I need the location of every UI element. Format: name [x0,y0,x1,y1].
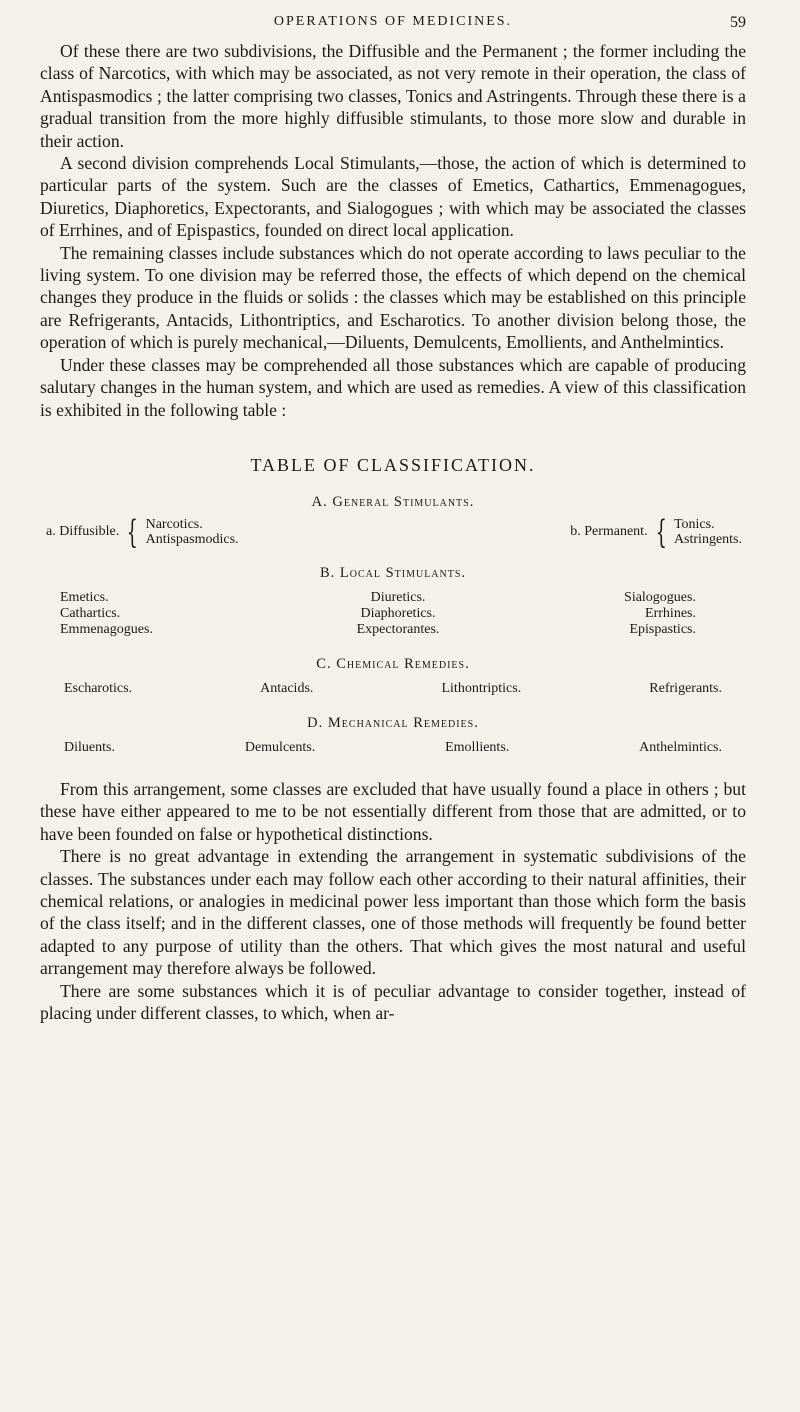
diffusible-group [46,512,239,551]
class-lithontriptics: Lithontriptics. [441,680,522,696]
paragraph-subdivisions-advantage: There is no great advantage in extending the arrangement in systematic subdivisions of the classes. The substances under each may follow each other according to their natural affinities, their chemical relations, or analogies in medicinal power less important than those which form the basis of the class itself; and in the different classes, one of those methods will frequently be found better adapted to any purpose of utility than the others. That which gives the most natural and useful arrangement may therefore always be followed. [40,846,746,979]
paragraph-table-intro: Under these classes may be comprehended all those substances which are capable of producing salutary changes in the human system, and which are used as remedies. A view of this classification is exhibited in the following table : [40,354,746,420]
paragraph-remaining-classes: The remaining classes include substances which do not operate according to laws peculiar to the living system. To one division may be referred those, the effects of which depend on the chemical changes they produce in the fluids or solids : the classes which may be established on this principle are Refrigerants, Antacids, Lithontriptics, and Escharotics. To another division belong those, the operation of which is purely mechanical,—Diluents, Demulcents, Emollients, and Anthelmintics. [40,242,746,353]
class-errhines: Errhines. [645,605,696,621]
class-cathartics: Cathartics. [60,605,121,621]
section-c-letter: C. [316,655,332,672]
permanent-group [570,512,742,551]
class-emollients: Emollients. [445,739,510,755]
class-diluents: Diluents. [64,739,115,755]
left-brace-icon: { [126,512,139,551]
class-demulcents: Demulcents. [244,739,316,755]
section-d-letter: D. [307,714,324,731]
class-sialogogues: Sialogogues. [624,589,696,605]
section-a-title: General Stimulants. [332,493,475,510]
section-b-title: Local Stimulants. [339,564,467,581]
table-title: TABLE OF CLASSIFICATION. [250,454,536,475]
class-narcotics: Narcotics. [145,516,203,532]
class-refrigerants: Refrigerants. [649,680,722,696]
page-number: 59 [730,14,746,31]
section-b-grid [60,590,736,638]
class-diaphoretics: Diaphoretics. [360,605,436,621]
left-brace-icon: { [655,512,667,551]
class-expectorantes: Expectorantes. [356,621,440,637]
paragraph-local-stimulants: A second division comprehends Local Stimulants,—those, the action of which is determined to particular parts of the system. Such are the classes of Emetics, Cathartics, Emmenagogues, Diuretics, Diaphoretics, Expectorants, and Sialogogues ; with which may be associated the classes of Errhines, and of Epispastics, founded on direct local application. [40,153,746,241]
class-diuretics: Diuretics. [370,589,426,605]
permanent-label: b. Permanent. [570,523,648,539]
class-emetics: Emetics. [60,589,109,605]
section-d-title: Mechanical Remedies. [327,714,479,731]
section-c-row [64,681,722,697]
class-anthelmintics: Anthelmintics. [639,739,722,755]
class-emmenagogues: Emmenagogues. [60,621,153,637]
class-tonics: Tonics. [673,516,715,532]
class-antispasmodics: Antispasmodics. [145,531,239,547]
section-b-heading [40,565,746,582]
diffusible-label: a. Diffusible. [46,523,120,539]
class-astringents: Astringents. [673,531,742,547]
section-c-heading [40,656,746,673]
class-epispastics: Epispastics. [629,621,696,637]
section-a-heading [40,494,746,511]
section-a-letter: A. [311,493,328,510]
after-table-text [40,778,746,1024]
section-a-row [46,512,742,551]
paragraph-subdivisions: Of these there are two subdivisions, the Diffusible and the Permanent ; the former including the class of Narcotics, with which may be associated, as not very remote in their operation, the class of Antispasmodics ; the latter comprising two classes, Tonics and Astringents. Through these there is a gradual transition from the more highly diffusible stimulants, to those more slow and durable in their action. [40,41,746,151]
section-c-title: Chemical Remedies. [336,655,470,672]
section-d-heading [40,715,746,732]
class-escharotics: Escharotics. [64,680,133,696]
running-head [40,14,746,40]
section-b-letter: B. [319,564,336,581]
running-title: OPERATIONS OF MEDICINES. [273,14,513,29]
paragraph-peculiar-advantage: There are some substances which it is of peculiar advantage to consider together, instead of placing under different classes, to which, when ar- [40,980,746,1023]
class-antacids: Antacids. [260,680,314,696]
section-d-row [64,740,722,756]
paragraph-excluded-classes: From this arrangement, some classes are excluded that have usually found a place in others ; but these have either appeared to me to be not essentially different from those that are admitted, or to have been founded on false or hypothetical distinctions. [40,778,746,844]
